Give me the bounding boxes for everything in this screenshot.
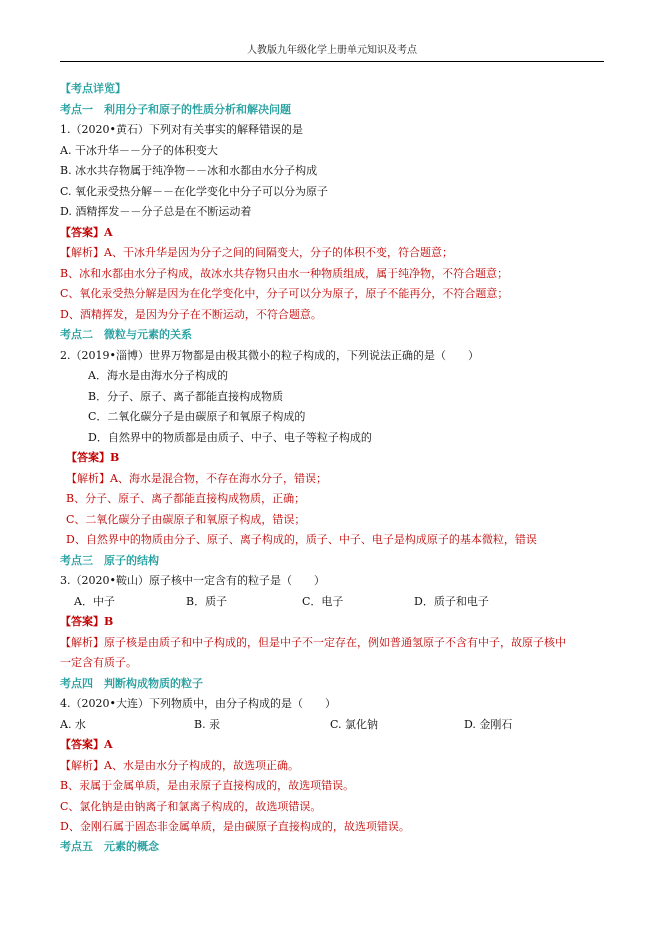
q2-analysis-line: C、二氧化碳分子由碳原子和氧原子构成，错误； <box>66 512 306 526</box>
q3-answer: 【答案】B <box>60 615 114 628</box>
q2-option-a: A．海水是由海水分子构成的 <box>88 369 228 382</box>
q4-analysis-line: 【解析】A、水是由水分子构成的，故选项正确。 <box>60 758 299 772</box>
topic-2-heading: 考点二 微粒与元素的关系 <box>60 328 192 341</box>
q4-answer: 【答案】A <box>60 738 113 751</box>
q1-analysis-line: D、酒精挥发，是因为分子在不断运动，不符合题意。 <box>60 307 322 321</box>
q2-option-d: D．自然界中的物质都是由质子、中子、电子等粒子构成的 <box>88 430 372 444</box>
q4-analysis-line: B、汞属于金属单质，是由汞原子直接构成的，故选项错误。 <box>60 779 355 792</box>
page-header: 人教版九年级化学上册单元知识及考点 <box>247 45 417 56</box>
q3-analysis-line: 一定含有质子。 <box>60 656 137 669</box>
q4-analysis-line: C、氯化钠是由钠离子和氯离子构成的，故选项错误。 <box>60 799 322 813</box>
q1-analysis-line: C、氧化汞受热分解是因为在化学变化中，分子可以分为原子，原子不能再分，不符合题意； <box>60 287 509 300</box>
section-label: 【考点详览】 <box>60 82 126 95</box>
topic-4-heading: 考点四 判断构成物质的粒子 <box>60 676 203 690</box>
q4-option-b: B. 汞 <box>194 717 221 731</box>
q2-option-c: C．二氧化碳分子是由碳原子和氧原子构成的 <box>88 410 306 423</box>
q3-option-a: A．中子 <box>74 594 115 608</box>
q3-options <box>60 592 610 613</box>
q2-analysis-line: 【解析】A、海水是混合物，不存在海水分子，错误； <box>66 471 327 485</box>
q4-option-d: D. 金刚石 <box>464 717 513 731</box>
q1-analysis-line: B、冰和水都由水分子构成，故冰水共存物只由水一种物质组成，属于纯净物，不符合题意； <box>60 266 509 280</box>
header-rule <box>60 61 604 62</box>
question-4: 4.（2020•大连）下列物质中，由分子构成的是（ ） <box>60 697 336 710</box>
q3-analysis-line: 【解析】原子核是由质子和中子构成的，但是中子不一定存在，例如普通氢原子不含有中子，故原子核中 <box>60 635 566 649</box>
q2-analysis-line: B、分子、原子、离子都能直接构成物质，正确； <box>66 492 306 505</box>
question-2: 2.（2019•淄博）世界万物都是由极其微小的粒子构成的，下列说法正确的是（ ） <box>60 348 479 362</box>
topic-1-heading: 考点一 利用分子和原子的性质分析和解决问题 <box>60 102 291 116</box>
question-1: 1.（2020•黄石）下列对有关事实的解释错误的是 <box>60 123 303 136</box>
q1-option-b: B. 冰水共存物属于纯净物－－冰和水都由水分子构成 <box>60 164 318 177</box>
q2-answer: 【答案】B <box>66 451 120 464</box>
q3-option-b: B．质子 <box>186 594 228 608</box>
q1-option-c: C. 氧化汞受热分解－－在化学变化中分子可以分为原子 <box>60 184 329 198</box>
document-body <box>60 79 610 856</box>
q4-options <box>60 715 610 736</box>
q4-analysis-line: D、金刚石属于固态非金属单质，是由碳原子直接构成的，故选项错误。 <box>60 820 410 833</box>
question-3: 3.（2020•鞍山）原子核中一定含有的粒子是（ ） <box>60 574 325 587</box>
q2-option-b: B．分子、原子、离子都能直接构成物质 <box>88 389 284 403</box>
topic-3-heading: 考点三 原子的结构 <box>60 553 159 567</box>
q1-option-d: D. 酒精挥发－－分子总是在不断运动着 <box>60 205 252 218</box>
q1-option-a: A. 干冰升华－－分子的体积变大 <box>60 143 218 157</box>
q4-option-c: C. 氯化钠 <box>330 717 379 731</box>
q3-option-d: D．质子和电子 <box>414 594 489 608</box>
q1-analysis-line: 【解析】A、干冰升华是因为分子之间的间隔变大，分子的体积不变，符合题意； <box>60 246 453 259</box>
topic-5-heading: 考点五 元素的概念 <box>60 839 159 853</box>
q3-option-c: C．电子 <box>302 594 344 608</box>
q2-analysis-line: D、自然界中的物质由分子、原子、离子构成的，质子、中子、电子是构成原子的基本微粒，错误 <box>66 533 537 546</box>
q4-option-a: A. 水 <box>60 717 86 731</box>
q1-answer: 【答案】A <box>60 225 113 239</box>
